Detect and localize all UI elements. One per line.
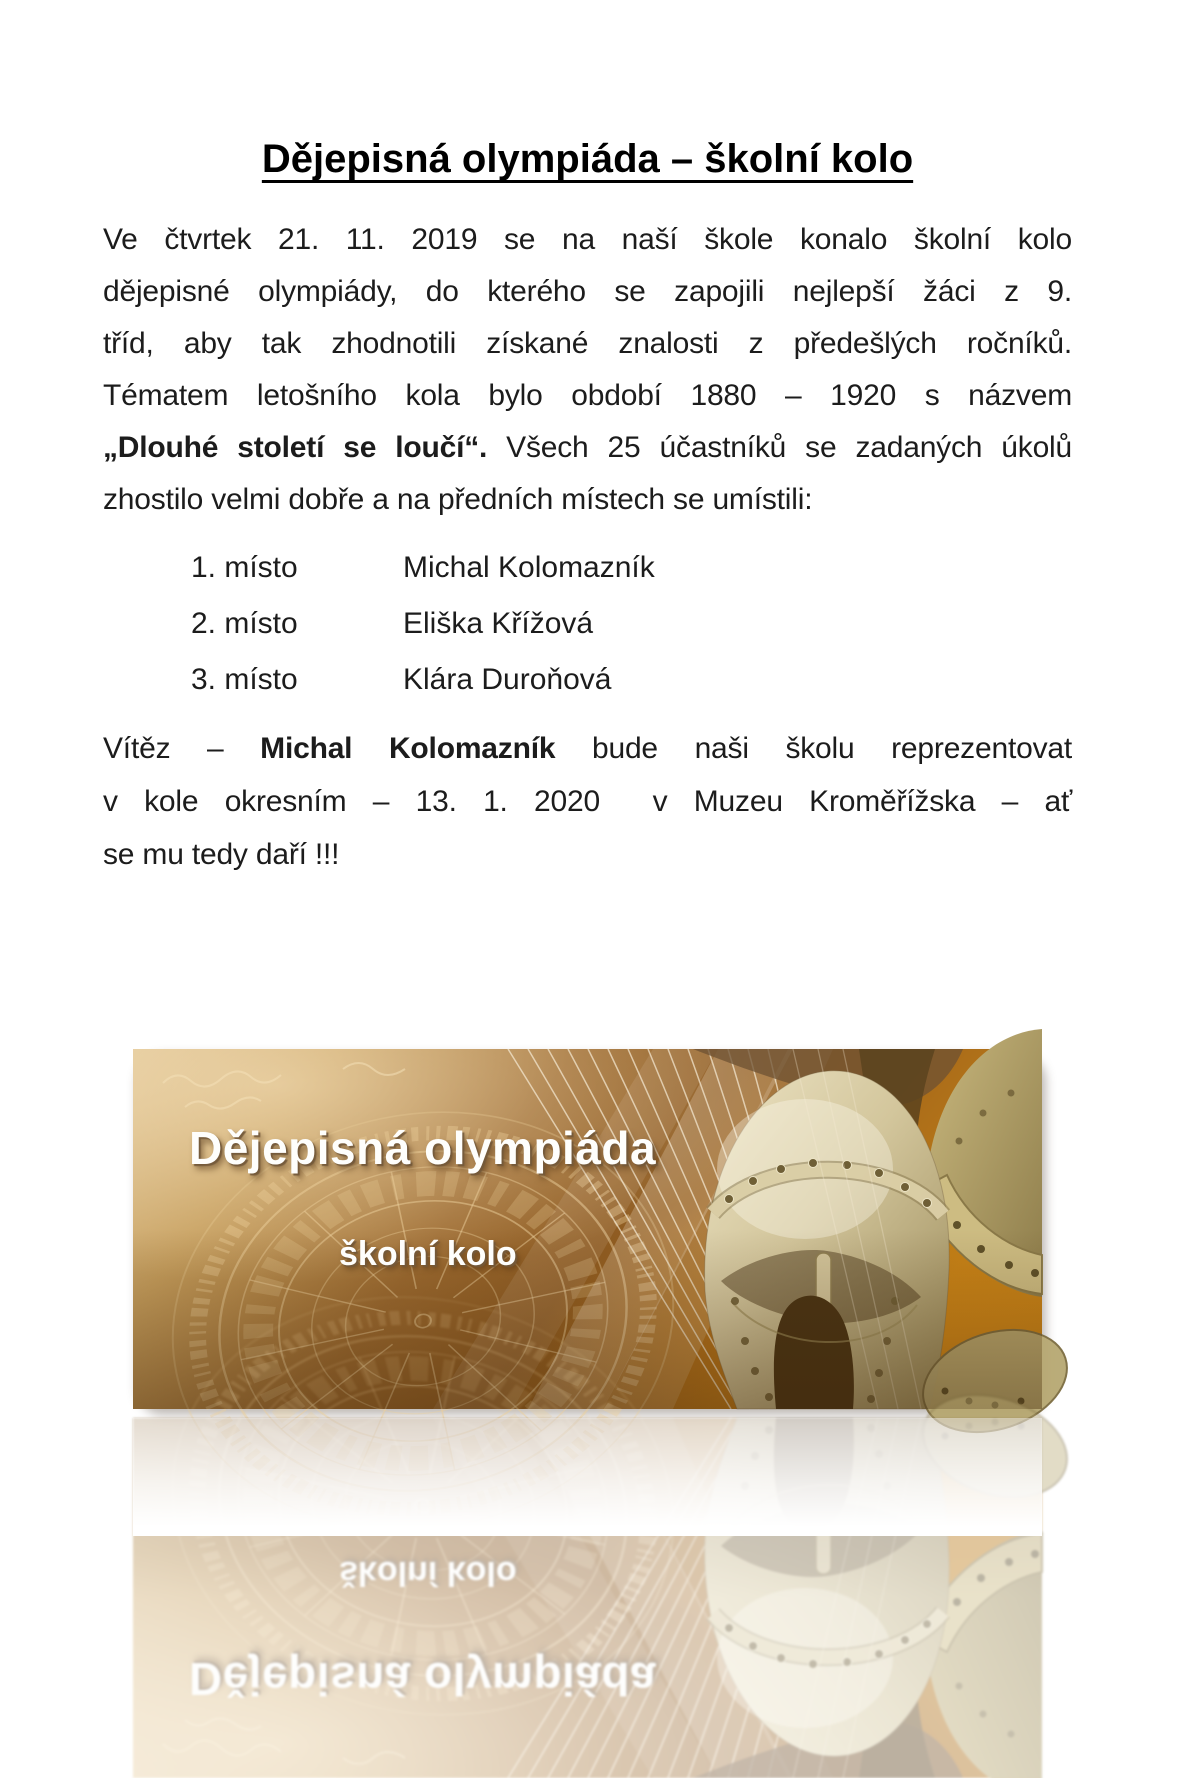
banner-title: Dějepisná olympiáda <box>189 1122 657 1174</box>
text-run: Tématem letošního kola bylo období 1880 – 1920 s názvem <box>103 379 1072 412</box>
text-line <box>103 266 1072 318</box>
text-run: v kole okresním – 13. 1. 2020 v Muzeu Kroměřížska – ať <box>103 785 1072 818</box>
results-list <box>103 540 1072 708</box>
page-title <box>103 134 1072 184</box>
text-run: dějepisné olympiády, do kterého se zapojili nejlepší žáci z 9. <box>103 275 1072 308</box>
result-rank: 1. místo <box>191 551 298 584</box>
text-line <box>103 722 1072 775</box>
banner-area <box>133 1049 1042 1705</box>
result-rank: 3. místo <box>191 663 298 696</box>
text-line <box>103 370 1072 422</box>
text-line <box>103 828 1072 881</box>
text-run: se mu tedy daří !!! <box>103 838 340 871</box>
bold-text-run: „Dlouhé století se loučí“. <box>103 431 488 464</box>
text-line <box>103 422 1072 474</box>
text-run: Ve čtvrtek 21. 11. 2019 se na naší škole konalo školní kolo <box>103 223 1072 256</box>
text-run: Vítěz – <box>103 732 261 765</box>
text-run: zhostilo velmi dobře a na předních místech se umístili: <box>103 483 813 516</box>
result-rank: 2. místo <box>191 607 298 640</box>
banner-image: Dějepisná olympiáda školní kolo <box>133 1418 1042 1778</box>
text-line <box>103 214 1072 266</box>
text-run: Všech 25 účastníků se zadaných úkolů <box>487 431 1072 464</box>
reflection-fade-overlay <box>133 1418 1042 1536</box>
result-name: Klára Duroňová <box>403 663 612 696</box>
result-name: Michal Kolomazník <box>403 551 655 584</box>
text-line <box>103 775 1072 828</box>
bold-text-run: Michal Kolomazník <box>260 732 556 765</box>
page-title-text: Dějepisná olympiáda – školní kolo <box>261 137 914 181</box>
text-line <box>103 318 1072 370</box>
banner-subtitle: školní kolo <box>339 1235 517 1273</box>
text-run: tříd, aby tak zhodnotili získané znalosti z předešlých ročníků. <box>103 327 1072 360</box>
banner-reflection <box>133 1418 1042 1705</box>
result-name: Eliška Křížová <box>403 607 594 640</box>
text-run: bude naši školu reprezentovat <box>555 732 1072 765</box>
result-row <box>191 596 1072 652</box>
result-row <box>191 652 1072 708</box>
text-line <box>103 474 1072 526</box>
result-row <box>191 540 1072 596</box>
winner-paragraph <box>103 722 1072 881</box>
intro-paragraph <box>103 214 1072 526</box>
